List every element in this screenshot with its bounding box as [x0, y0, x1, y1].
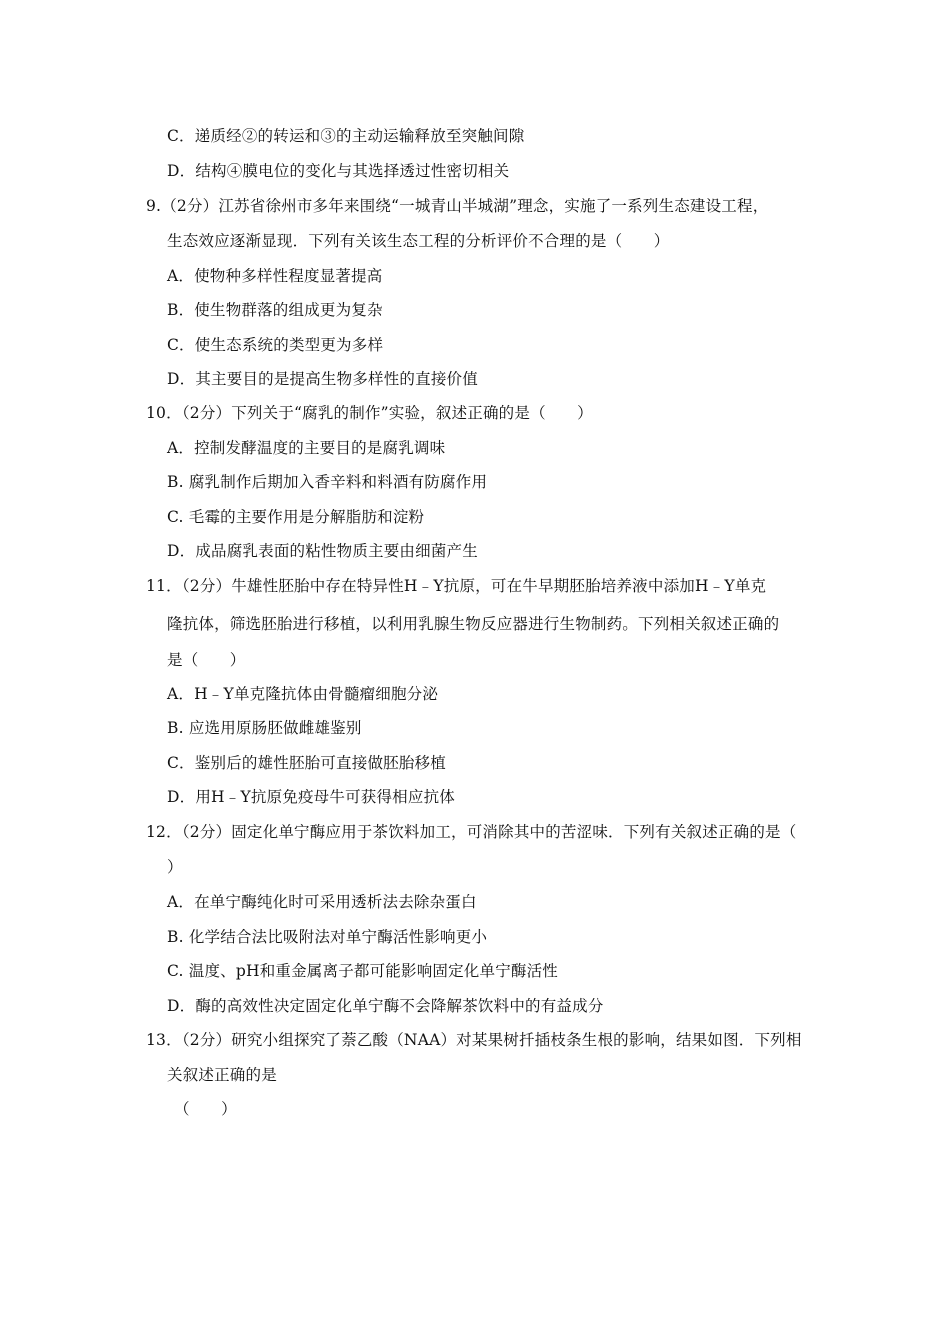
q11-option-d: D．用H﹣Y抗原免疫母牛可获得相应抗体	[167, 788, 455, 806]
q13-stem-line2: 关叙述正确的是	[167, 1066, 277, 1084]
q11-stem-line1: 11．（2分）牛雄性胚胎中存在特异性H﹣Y抗原，可在牛早期胚胎培养液中添加H﹣Y单克	[146, 577, 767, 595]
q11-stem-line2: 隆抗体，筛选胚胎进行移植，以利用乳腺生物反应器进行生物制药。下列相关叙述正确的	[167, 615, 780, 633]
q9-stem-line2: 生态效应逐渐显现．下列有关该生态工程的分析评价不合理的是（ ）	[167, 232, 670, 250]
q10-option-b: B. 腐乳制作后期加入香辛料和料酒有防腐作用	[167, 473, 488, 491]
q12-option-b: B. 化学结合法比吸附法对单宁酶活性影响更小	[167, 928, 488, 946]
q11-stem-line3: 是（ ）	[167, 651, 246, 669]
q10-option-c: C. 毛霉的主要作用是分解脂肪和淀粉	[167, 508, 425, 526]
q9-option-c: C．使生态系统的类型更为多样	[167, 336, 384, 354]
q9-option-d: D．其主要目的是提高生物多样性的直接价值	[167, 370, 478, 388]
q13-answer-blank: （ ）	[174, 1100, 237, 1118]
q10-stem: 10．（2分）下列关于“腐乳的制作”实验，叙述正确的是（ ）	[146, 404, 593, 422]
q9-option-a: A．使物种多样性程度显著提高	[167, 267, 383, 285]
q13-stem-line1: 13．（2分）研究小组探究了萘乙酸（NAA）对某果树扦插枝条生根的影响，结果如图．下列相	[146, 1031, 802, 1049]
q8-option-c: C．递质经②的转运和③的主动运输释放至突触间隙	[167, 127, 525, 145]
q12-option-a: A．在单宁酶纯化时可采用透析法去除杂蛋白	[167, 893, 477, 911]
q10-option-d: D．成品腐乳表面的粘性物质主要由细菌产生	[167, 542, 478, 560]
q12-stem-line2: ）	[167, 858, 183, 876]
q11-option-c: C．鉴别后的雄性胚胎可直接做胚胎移植	[167, 754, 446, 772]
q12-option-c: C. 温度、pH和重金属离子都可能影响固定化单宁酶活性	[167, 962, 559, 980]
q12-option-d: D．酶的高效性决定固定化单宁酶不会降解茶饮料中的有益成分	[167, 997, 604, 1015]
q12-stem-line1: 12．（2分）固定化单宁酶应用于茶饮料加工，可消除其中的苦涩味．下列有关叙述正确的是（	[146, 823, 797, 841]
q8-option-d: D．结构④膜电位的变化与其选择透过性密切相关	[167, 162, 510, 180]
q9-option-b: B．使生物群落的组成更为复杂	[167, 301, 383, 319]
q11-option-b: B. 应选用原肠胚做雌雄鉴别	[167, 719, 362, 737]
q9-stem-line1: 9.（2分）江苏省徐州市多年来围绕“一城青山半城湖”理念，实施了一系列生态建设工程，	[146, 197, 769, 215]
q10-option-a: A．控制发酵温度的主要目的是腐乳调味	[167, 439, 446, 457]
q11-option-a: A．H﹣Y单克隆抗体由骨髓瘤细胞分泌	[167, 685, 439, 703]
